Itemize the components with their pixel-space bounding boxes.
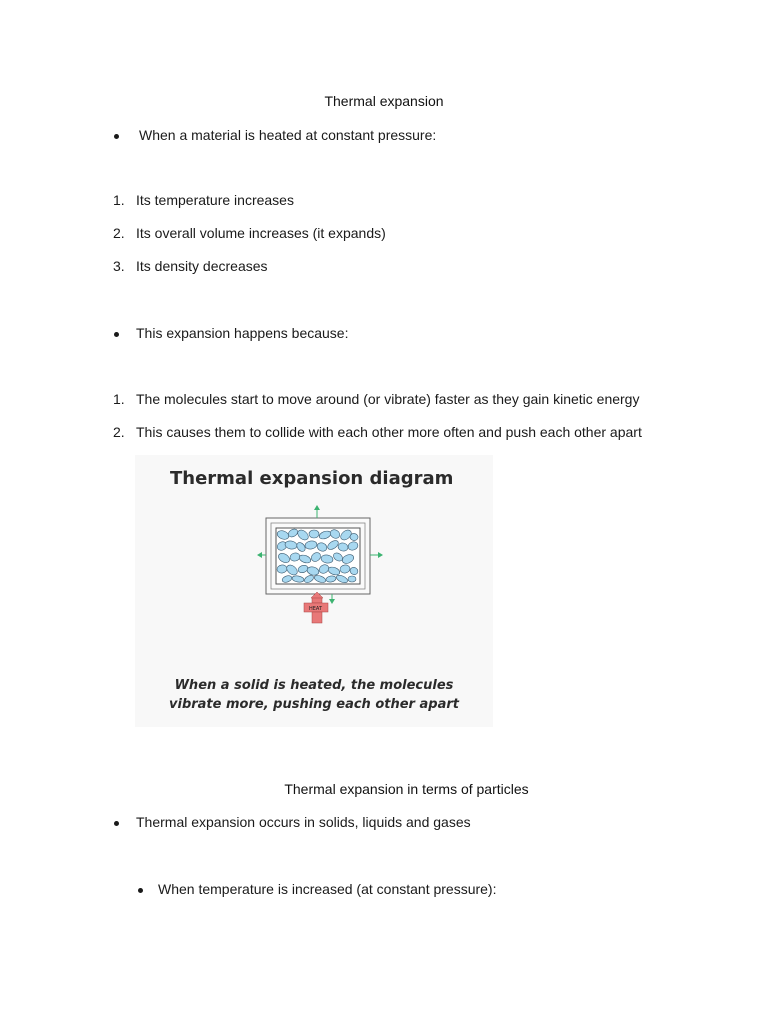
diagram-title: Thermal expansion diagram <box>170 468 454 489</box>
bullet-dot <box>114 332 119 337</box>
sub-bullet-dot <box>138 888 143 893</box>
list-item: Its overall volume increases (it expands) <box>136 225 386 241</box>
bullet-dot <box>114 821 119 826</box>
thermal-expansion-diagram-image <box>135 455 493 727</box>
list-number: 3. <box>113 258 125 274</box>
diagram-caption-line2: vibrate more, pushing each other apart <box>169 697 459 712</box>
list-item: Its density decreases <box>136 258 268 274</box>
arrow-right-head <box>378 552 383 558</box>
list-number: 1. <box>113 192 125 208</box>
list-item: This causes them to collide with each other more often and push each other apart <box>136 424 642 440</box>
diagram-caption-line1: When a solid is heated, the molecules <box>174 678 454 693</box>
list-item: The molecules start to move around (or vibrate) faster as they gain kinetic energy <box>136 391 640 407</box>
bullet-text: When a material is heated at constant pressure: <box>139 127 437 143</box>
bullet-text: Thermal expansion occurs in solids, liquids and gases <box>136 814 471 830</box>
section-title-particles: Thermal expansion in terms of particles <box>284 781 529 797</box>
particle <box>309 530 319 538</box>
arrow-left-head <box>257 552 262 558</box>
heat-label: HEAT <box>309 606 323 612</box>
list-number: 2. <box>113 225 125 241</box>
section-title-thermal-expansion: Thermal expansion <box>324 93 444 109</box>
list-item: Its temperature increases <box>136 192 294 208</box>
bullet-dot <box>114 134 119 139</box>
heat-arrow <box>304 592 328 623</box>
bullet-text: This expansion happens because: <box>136 325 349 341</box>
list-number: 2. <box>113 424 125 440</box>
arrow-up-head <box>314 505 320 510</box>
sub-bullet-text: When temperature is increased (at constant pressure): <box>158 881 497 897</box>
arrow-down-head <box>329 599 335 604</box>
list-number: 1. <box>113 391 125 407</box>
particle <box>348 576 356 582</box>
